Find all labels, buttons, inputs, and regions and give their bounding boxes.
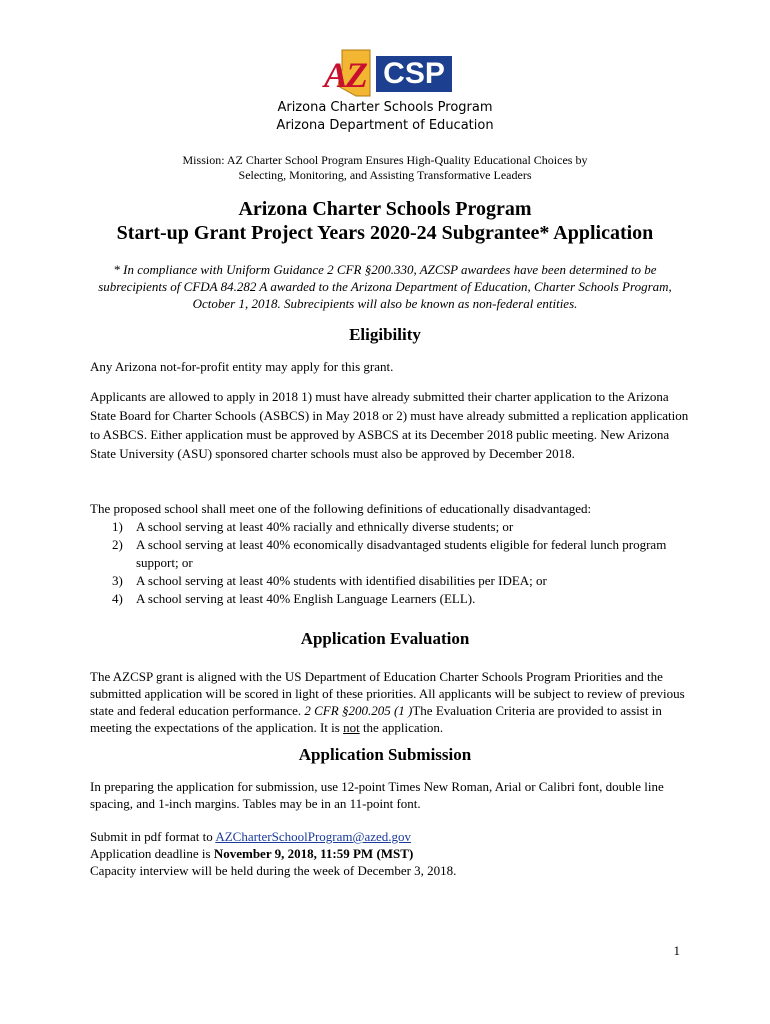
submission-details bbox=[90, 828, 690, 879]
mission-line-1: Mission: AZ Charter School Program Ensures High-Quality Educational Choices by bbox=[182, 153, 588, 167]
submission-format-paragraph: In preparing the application for submission, use 12-point Times New Roman, Arial or Calibri font, double line spacing, and 1-inch margins. Tables may be in an 11-point font. bbox=[90, 779, 664, 811]
evaluation-text-a: The AZCSP grant is aligned with the US Department of Education Charter Schools Program Priorities and the submitted application will be scored in light of these priorities. All applicants will be subject to review of previous state and federal education performance. bbox=[90, 669, 685, 718]
disadvantaged-definitions-list bbox=[112, 518, 692, 608]
list-item-number: 3) bbox=[112, 573, 123, 588]
compliance-footnote: * In compliance with Uniform Guidance 2 CFR §200.330, AZCSP awardees have been determined to be subrecipients of CFDA 84.282 A awarded to the Arizona Department of Education, Charter Schools Program, October 1, 2018. Subrecipients will also be known as non-federal entities. bbox=[98, 262, 672, 311]
list-item-number: 1) bbox=[112, 519, 123, 534]
list-item bbox=[112, 590, 692, 608]
logo-csp-text: CSP bbox=[376, 56, 452, 92]
evaluation-citation: 2 CFR §200.205 (1 ) bbox=[304, 703, 413, 718]
list-item bbox=[112, 518, 692, 536]
deadline-value: November 9, 2018, 11:59 PM (MST) bbox=[213, 846, 414, 861]
submit-line bbox=[90, 828, 690, 845]
evaluation-heading: Application Evaluation bbox=[300, 629, 470, 648]
list-item bbox=[112, 536, 692, 572]
evaluation-text-c: the application. bbox=[359, 720, 444, 735]
list-item-text: A school serving at least 40% students with identified disabilities per IDEA; or bbox=[136, 573, 547, 588]
list-item-text: A school serving at least 40% racially and ethnically diverse students; or bbox=[136, 519, 514, 534]
deadline-line bbox=[90, 845, 690, 862]
list-item-number: 4) bbox=[112, 591, 123, 606]
evaluation-text-b: The Evaluation Criteria are provided to assist in meeting the expectations of the application. It is bbox=[90, 703, 662, 735]
eligibility-paragraph-1: Any Arizona not-for-profit entity may apply for this grant. bbox=[90, 359, 394, 374]
submission-email-link[interactable]: AZCharterSchoolProgram@azed.gov bbox=[215, 829, 412, 844]
eligibility-paragraph-2: Applicants are allowed to apply in 2018 1) must have already submitted their charter application to the Arizona State Board for Charter Schools (ASBCS) in May 2018 or 2) must have already submitted a replication application to ASBCS. Either application must be approved by ASBCS at its December 2018 public meeting. New Arizona State University (ASU) sponsored charter schools must also be approved by December 2018. bbox=[90, 389, 689, 461]
evaluation-not-emphasis: not bbox=[343, 720, 360, 735]
list-item bbox=[112, 572, 692, 590]
interview-line: Capacity interview will be held during the week of December 3, 2018. bbox=[90, 863, 457, 878]
page-number: 1 bbox=[673, 943, 680, 958]
org-line-2: Arizona Department of Education bbox=[276, 118, 494, 133]
org-line-1: Arizona Charter Schools Program bbox=[277, 100, 493, 115]
azcsp-logo bbox=[318, 46, 454, 102]
mission-line-2: Selecting, Monitoring, and Assisting Transformative Leaders bbox=[238, 168, 532, 182]
document-title: Arizona Charter Schools Program bbox=[238, 198, 532, 220]
submission-heading: Application Submission bbox=[298, 745, 472, 764]
eligibility-paragraph-3: The proposed school shall meet one of the following definitions of educationally disadvantaged: bbox=[90, 501, 592, 516]
document-subtitle: Start-up Grant Project Years 2020-24 Subgrantee* Application bbox=[116, 222, 654, 244]
logo-az-text: AZ bbox=[324, 55, 367, 95]
evaluation-paragraph bbox=[90, 668, 690, 736]
eligibility-heading: Eligibility bbox=[349, 325, 421, 344]
deadline-prefix: Application deadline is bbox=[90, 846, 214, 861]
submit-prefix: Submit in pdf format to bbox=[90, 829, 216, 844]
list-item-text: A school serving at least 40% economically disadvantaged students eligible for federal lunch program support; or bbox=[136, 537, 667, 570]
list-item-number: 2) bbox=[112, 537, 123, 552]
list-item-text: A school serving at least 40% English Language Learners (ELL). bbox=[136, 591, 476, 606]
